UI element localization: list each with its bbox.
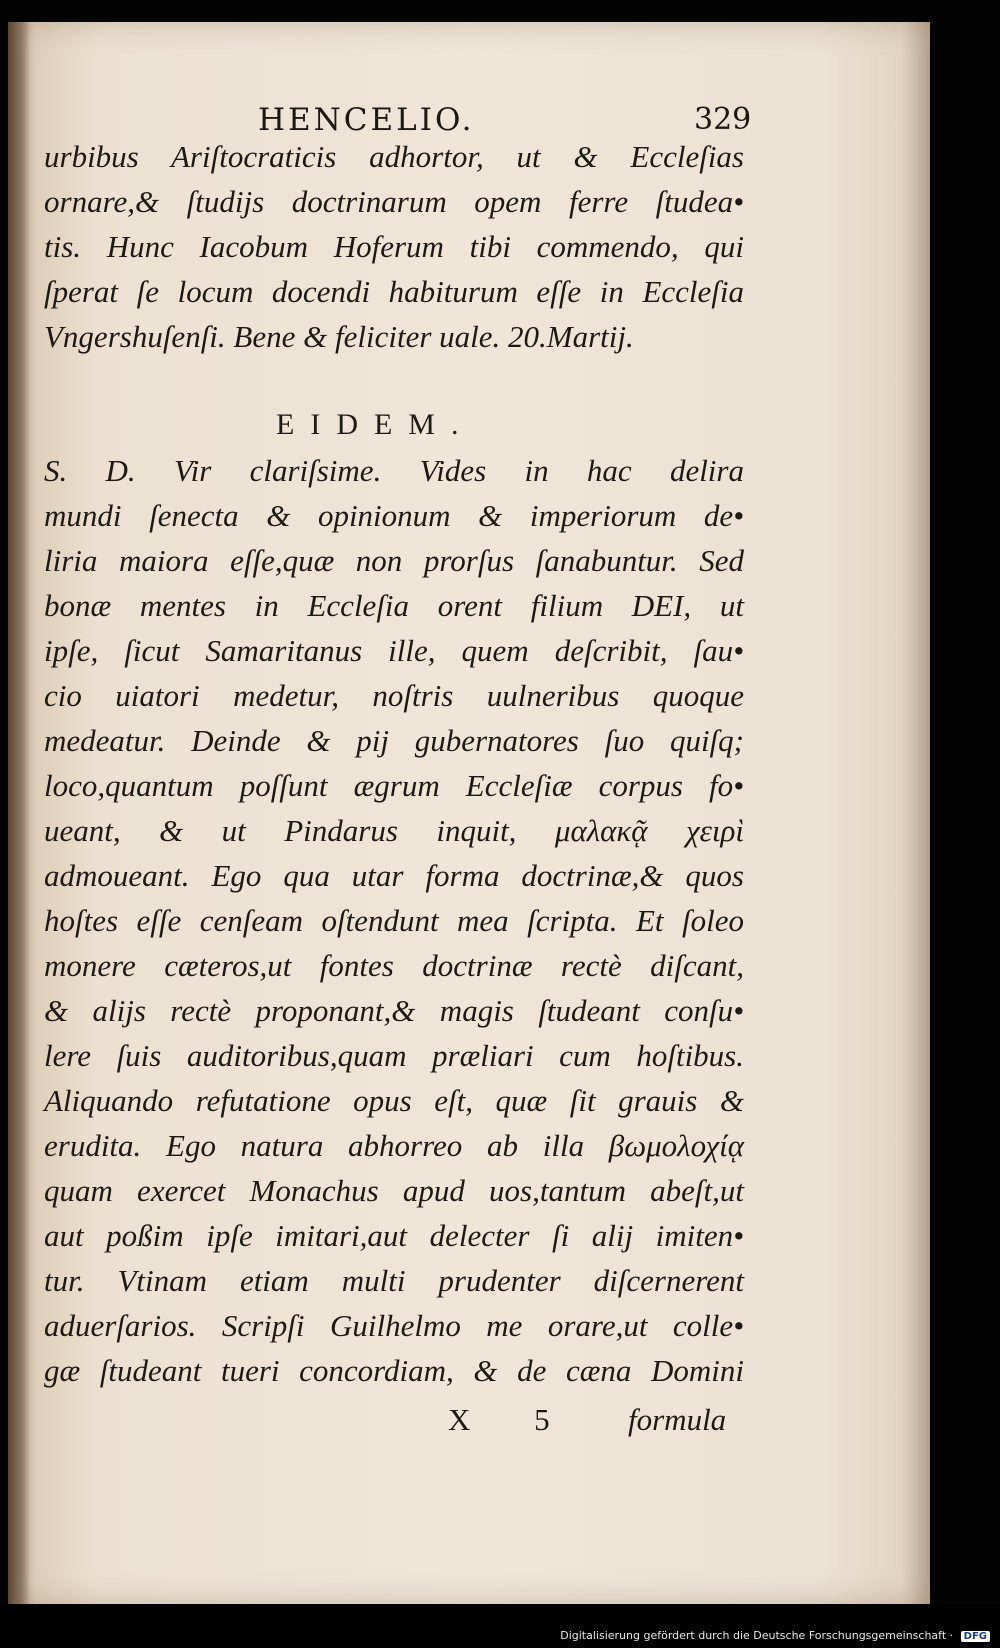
page-number: 329 [694,102,752,137]
text-line: bonæ mentes in Eccleſia orent filium DEI, ut [44,588,744,623]
text-line: gæ ſtudeant tueri concordiam, & de cæna Domini [44,1353,744,1388]
credit-bar [0,1604,1000,1648]
signature-mark: X 5 [448,1402,578,1437]
text-line: aut poßim ipſe imitari,aut delecter ſi alij imiten• [44,1218,744,1253]
text-line: ipſe, ſicut Samaritanus ille, quem deſcribit, ſau• [44,633,744,668]
digitization-credit [560,1629,990,1642]
text-line: ſperat ſe locum docendi habiturum eſſe in Eccleſia [44,274,744,309]
book-spine-shadow [8,22,30,1604]
text-line: & alijs rectè proponant,& magis ſtudeant conſu• [44,993,744,1028]
text-line: cio uiatori medetur, noſtris uulneribus quoque [44,678,744,713]
text-line: liria maiora eſſe,quæ non prorſus ſanabuntur. Sed [44,543,744,578]
text-line: loco,quantum poſſunt ægrum Eccleſiæ corpus fo• [44,768,744,803]
text-line: Aliquando refutatione opus eſt, quæ ſit grauis & [44,1083,744,1118]
book-page [8,22,930,1604]
text-line: tur. Vtinam etiam multi prudenter diſcernerent [44,1263,744,1298]
text-line: monere cæteros,ut fontes doctrinæ rectè diſcant, [44,948,744,983]
running-head: HENCELIO. [258,102,475,138]
catchword: formula [628,1402,727,1437]
dfg-logo: DFG [961,1631,990,1642]
text-line: aduerſarios. Scripſi Guilhelmo me orare,ut colle• [44,1308,744,1343]
text-line: mundi ſenecta & opinionum & imperiorum de• [44,498,744,533]
text-line: S. D. Vir clariſsime. Vides in hac delira [44,453,744,488]
page-footer-line [44,1402,744,1447]
page-header [8,76,930,136]
text-line: Vngershuſenſi. Bene & feliciter uale. 20.Martij. [44,319,634,354]
credit-text: Digitalisierung gefördert durch die Deutsche Forschungsgemeinschaft · [560,1629,954,1642]
letter-body-block [44,448,744,1393]
text-line: tis. Hunc Iacobum Hoferum tibi commendo, qui [44,229,744,264]
text-line: urbibus Ariſtocraticis adhortor, ut & Eccleſias [44,139,744,174]
text-line: ueant, & ut Pindarus inquit, μαλακᾷ χειρὶ [44,813,744,848]
text-line: medeatur. Deinde & pij gubernatores ſuo quiſq; [44,723,744,758]
text-line: hoſtes eſſe cenſeam oſtendunt mea ſcripta. Et ſoleo [44,903,744,938]
text-line: erudita. Ego natura abhorreo ab illa βωμολοχίᾳ [44,1128,744,1163]
text-line: lere ſuis auditoribus,quam præliari cum hoſtibus. [44,1038,744,1073]
text-line: admoueant. Ego qua utar forma doctrinæ,& quos [44,858,744,893]
letter-closing-block [44,134,744,359]
text-line: quam exercet Monachus apud uos,tantum abeſt,ut [44,1173,744,1208]
text-line: ornare,& ſtudijs doctrinarum opem ferre ſtudea• [44,184,744,219]
section-heading: EIDEM. [276,408,475,441]
